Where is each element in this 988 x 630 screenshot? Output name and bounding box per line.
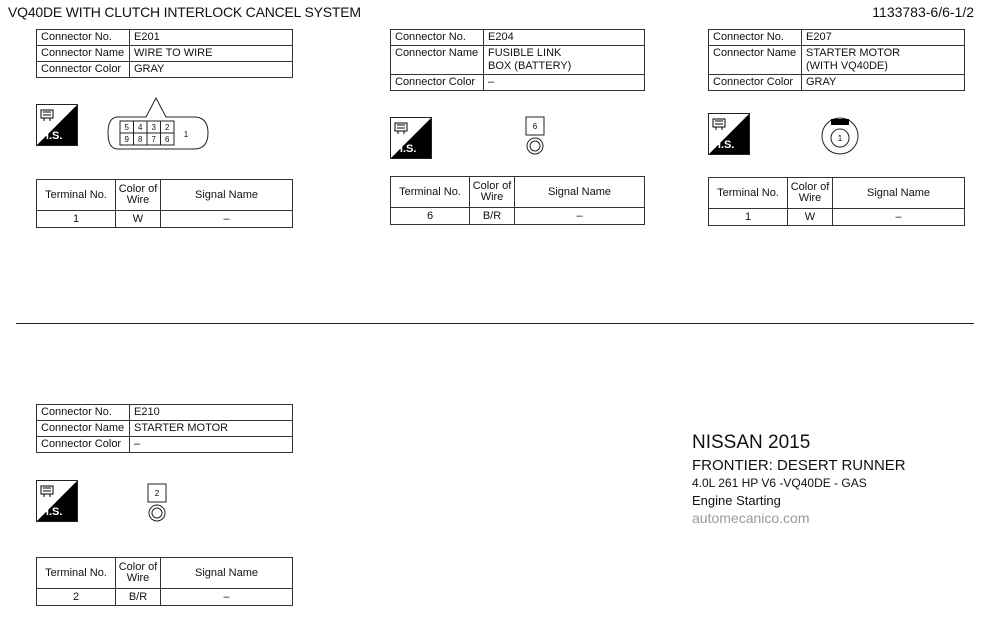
pin-label: 8	[137, 135, 143, 144]
connector-name-label: Connector Name	[37, 421, 130, 437]
connector-color-value: GRAY	[130, 62, 293, 78]
connector-name-value: STARTER MOTOR	[130, 421, 293, 437]
wire-color-cell: W	[788, 209, 833, 226]
section-divider	[16, 323, 974, 324]
harness-side-icon	[36, 480, 78, 522]
wire-color-header: Color of Wire	[788, 178, 833, 209]
pin-label: 6	[164, 135, 170, 144]
connector-name-label: Connector Name	[391, 46, 484, 75]
terminal-table-e210	[36, 557, 293, 606]
pin-label: 3	[151, 123, 156, 132]
connector-name-value: WIRE TO WIRE	[130, 46, 293, 62]
connector-face-e210	[144, 483, 172, 525]
signal-name-cell: –	[515, 208, 645, 225]
terminal-no-header: Terminal No.	[37, 558, 116, 589]
table-row	[37, 211, 293, 228]
connector-color-label: Connector Color	[37, 437, 130, 453]
terminal-no-cell: 1	[37, 211, 116, 228]
table-row	[709, 209, 965, 226]
signal-name-cell: –	[161, 589, 293, 606]
pin-label: 2	[164, 123, 170, 132]
wire-color-header: Color of Wire	[116, 180, 161, 211]
connector-no-value: E210	[130, 405, 293, 421]
hs-label: H.S.	[41, 506, 63, 518]
connector-info-e210	[36, 404, 293, 453]
signal-name-header: Signal Name	[161, 180, 293, 211]
wire-color-cell: W	[116, 211, 161, 228]
pin-label: 7	[151, 135, 156, 144]
connector-info-e204	[390, 29, 645, 91]
page-title: VQ40DE WITH CLUTCH INTERLOCK CANCEL SYSTEM	[8, 4, 361, 20]
connector-name-value: FUSIBLE LINK BOX (BATTERY)	[484, 46, 645, 75]
connector-no-label: Connector No.	[37, 30, 130, 46]
table-row	[391, 208, 645, 225]
connector-color-value: –	[484, 75, 645, 91]
wire-color-cell: B/R	[470, 208, 515, 225]
connector-info-e201	[36, 29, 293, 78]
connector-name-label: Connector Name	[709, 46, 802, 75]
connector-color-label: Connector Color	[37, 62, 130, 78]
terminal-table-e204	[390, 176, 645, 225]
connector-no-label: Connector No.	[709, 30, 802, 46]
wire-color-cell: B/R	[116, 589, 161, 606]
harness-side-icon	[36, 104, 78, 146]
table-row	[37, 589, 293, 606]
signal-name-header: Signal Name	[833, 178, 965, 209]
harness-side-icon	[708, 113, 750, 155]
connector-color-label: Connector Color	[709, 75, 802, 91]
terminal-no-cell: 2	[37, 589, 116, 606]
hs-label: H.S.	[713, 139, 735, 151]
signal-name-header: Signal Name	[515, 177, 645, 208]
pin-label: 9	[124, 135, 129, 144]
pin-label: 1	[837, 134, 843, 143]
wire-color-header: Color of Wire	[470, 177, 515, 208]
terminal-no-cell: 1	[709, 209, 788, 226]
pin-label: 1	[183, 130, 189, 139]
harness-side-icon	[390, 117, 432, 159]
connector-no-label: Connector No.	[391, 30, 484, 46]
pin-label: 2	[154, 489, 160, 498]
connector-face-e201	[104, 94, 212, 156]
connector-name-label: Connector Name	[37, 46, 130, 62]
vehicle-caption	[692, 432, 906, 528]
terminal-table-e207	[708, 177, 965, 226]
signal-name-header: Signal Name	[161, 558, 293, 589]
connector-face-e207	[818, 112, 862, 158]
wire-color-header: Color of Wire	[116, 558, 161, 589]
terminal-table-e201	[36, 179, 293, 228]
terminal-no-cell: 6	[391, 208, 470, 225]
source-site: automecanico.com	[692, 510, 810, 526]
connector-color-label: Connector Color	[391, 75, 484, 91]
pin-label: 4	[137, 123, 143, 132]
connector-no-label: Connector No.	[37, 405, 130, 421]
connector-no-value: E204	[484, 30, 645, 46]
hs-label: H.S.	[41, 130, 63, 142]
connector-name-value: STARTER MOTOR (WITH VQ40DE)	[802, 46, 965, 75]
vehicle-model: FRONTIER: DESERT RUNNER	[692, 457, 906, 474]
terminal-no-header: Terminal No.	[391, 177, 470, 208]
pin-label: 5	[124, 123, 129, 132]
connector-info-e207	[708, 29, 965, 91]
signal-name-cell: –	[833, 209, 965, 226]
pin-label: 6	[532, 122, 538, 131]
terminal-no-header: Terminal No.	[709, 178, 788, 209]
hs-label: H.S.	[395, 143, 417, 155]
connector-no-value: E207	[802, 30, 965, 46]
connector-color-value: GRAY	[802, 75, 965, 91]
system-name: Engine Starting	[692, 493, 781, 508]
diagram-code: 1133783-6/6-1/2	[872, 4, 974, 20]
connector-no-value: E201	[130, 30, 293, 46]
signal-name-cell: –	[161, 211, 293, 228]
terminal-no-header: Terminal No.	[37, 180, 116, 211]
vehicle-make-year: NISSAN 2015	[692, 432, 811, 453]
connector-face-e204	[522, 116, 550, 158]
connector-color-value: –	[130, 437, 293, 453]
vehicle-engine: 4.0L 261 HP V6 -VQ40DE - GAS	[692, 476, 867, 490]
